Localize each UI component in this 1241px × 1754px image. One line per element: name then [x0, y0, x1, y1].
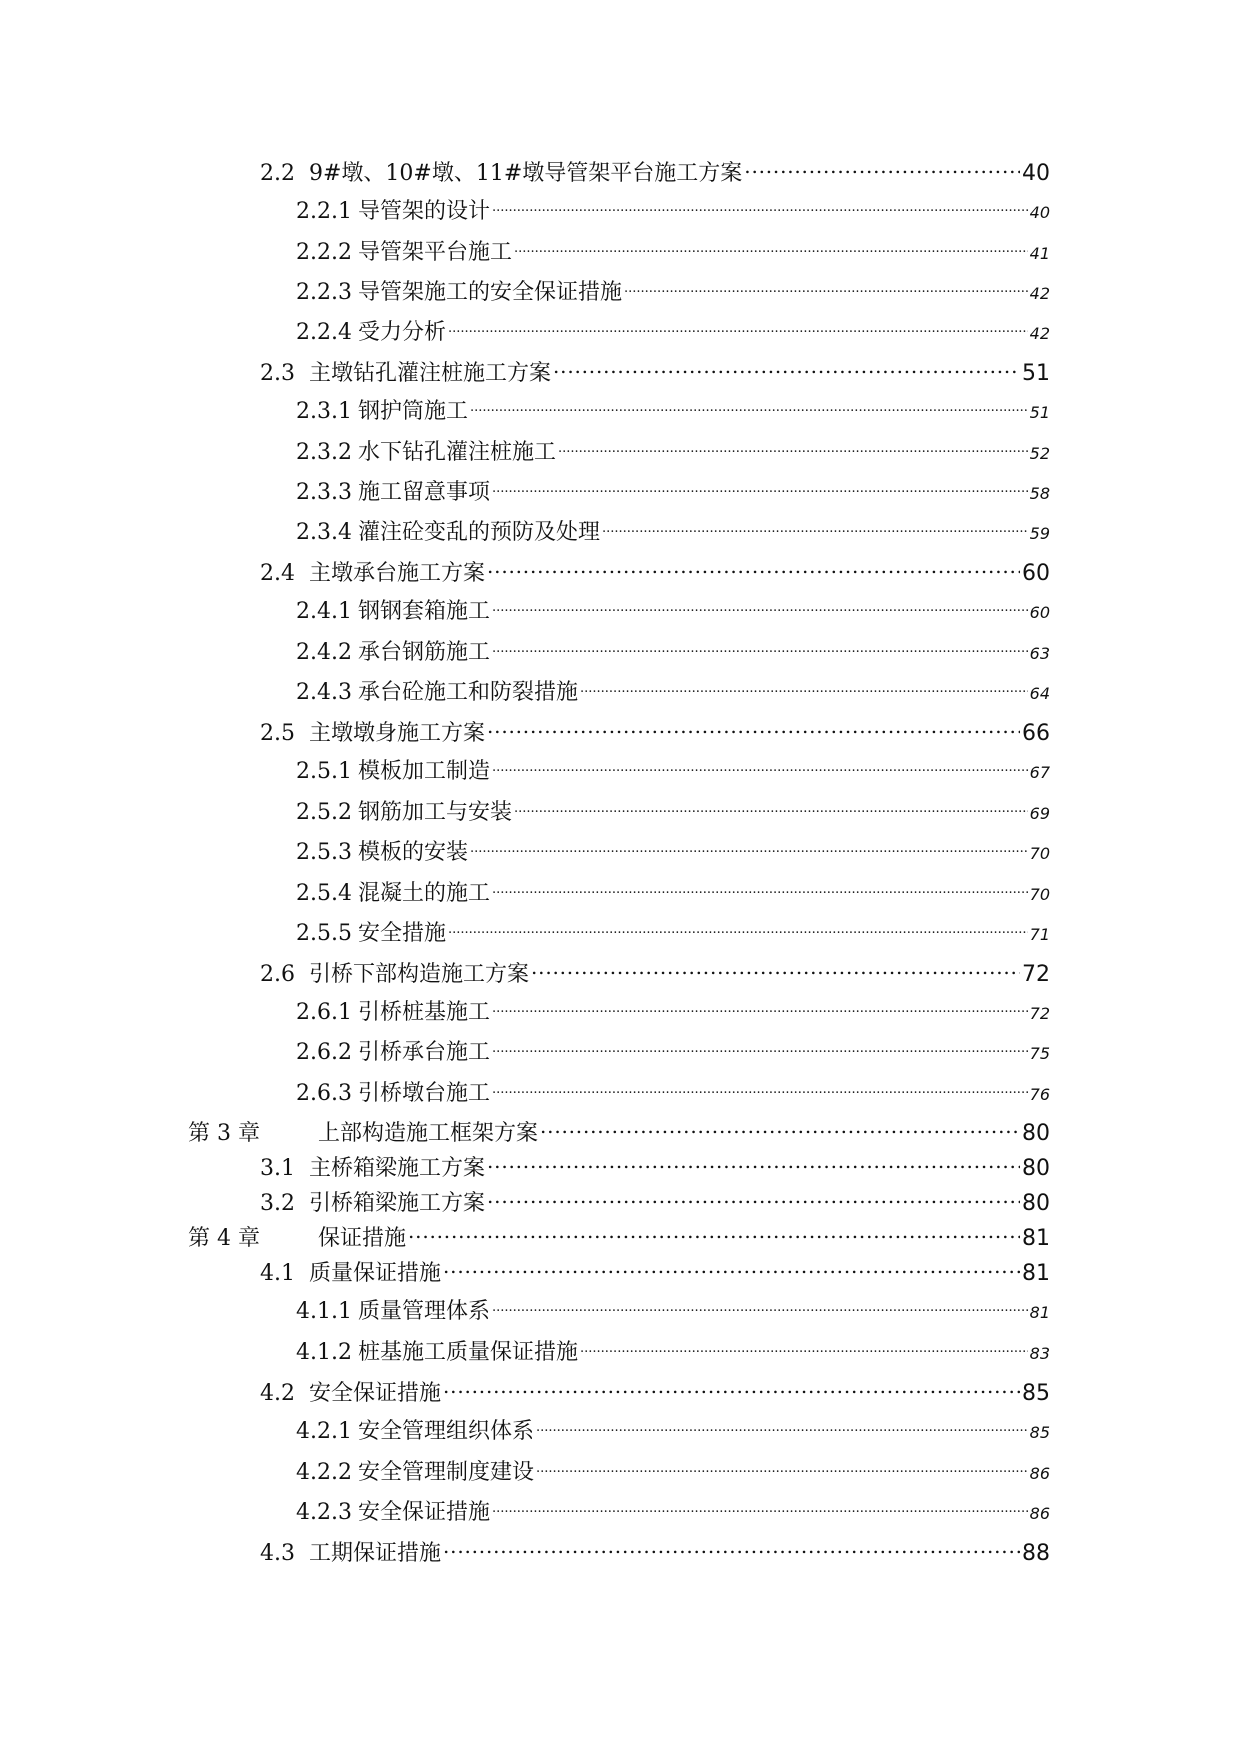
- dot-leader: [470, 394, 1028, 418]
- toc-page-number: 40: [1022, 161, 1050, 186]
- toc-title: 桩基施工质量保证措施: [357, 1340, 578, 1365]
- dot-leader: [531, 955, 1020, 981]
- toc-entry-2-5[interactable]: [260, 714, 1050, 744]
- dot-leader: [558, 435, 1028, 459]
- toc-number: 2.4.1: [296, 599, 352, 624]
- toc-entry-2-4[interactable]: [260, 554, 1050, 584]
- toc-entry-4-1-1[interactable]: [296, 1294, 1050, 1324]
- toc-number: 4.2.3: [296, 1500, 352, 1525]
- toc-page-number: 86: [1029, 1464, 1050, 1483]
- dot-leader: [744, 154, 1020, 180]
- toc-page-number: 86: [1029, 1504, 1050, 1523]
- toc-number: 2.4.3: [296, 680, 352, 705]
- dot-leader: [580, 675, 1028, 699]
- toc-entry-2-5-1[interactable]: [296, 754, 1050, 784]
- toc-page-number: 51: [1029, 403, 1050, 422]
- toc-page-number: 66: [1022, 721, 1050, 746]
- toc-entry-2-3-4[interactable]: [296, 515, 1050, 545]
- toc-page-number: 60: [1022, 561, 1050, 586]
- toc-title: 主墩钻孔灌注桩施工方案: [309, 361, 552, 386]
- toc-title: 主墩墩身施工方案: [309, 721, 486, 746]
- toc-number: 2.4: [260, 561, 295, 586]
- dot-leader: [514, 235, 1028, 259]
- toc-entry-4-3[interactable]: [260, 1534, 1050, 1564]
- toc-page-number: 85: [1022, 1381, 1050, 1406]
- dot-leader: [492, 635, 1028, 659]
- dot-leader: [536, 1414, 1028, 1438]
- toc-number: 2.2.4: [296, 320, 352, 345]
- toc-title: 引桥下部构造施工方案: [309, 962, 530, 987]
- toc-entry-4-2[interactable]: [260, 1374, 1050, 1404]
- toc-page-number: 60: [1029, 603, 1050, 622]
- toc-entry-chapter-3[interactable]: [188, 1114, 1050, 1144]
- toc-page-number: 67: [1029, 763, 1050, 782]
- dot-leader: [443, 1374, 1020, 1400]
- dot-leader: [487, 554, 1020, 580]
- toc-title: 引桥箱梁施工方案: [309, 1191, 486, 1216]
- toc-number: 2.5.4: [296, 881, 352, 906]
- toc-entry-2-6[interactable]: [260, 955, 1050, 985]
- toc-title: 引桥承台施工: [357, 1040, 490, 1065]
- toc-page-number: 72: [1029, 1004, 1050, 1023]
- toc-number: 2.2: [260, 161, 295, 186]
- toc-number: 2.5: [260, 721, 295, 746]
- dot-leader: [536, 1455, 1028, 1479]
- toc-number: 2.2.1: [296, 199, 352, 224]
- toc-entry-3-2[interactable]: [260, 1184, 1050, 1214]
- toc-page-number: 80: [1022, 1156, 1050, 1181]
- toc-title: 引桥墩台施工: [357, 1081, 490, 1106]
- toc-entry-2-3-1[interactable]: [296, 394, 1050, 424]
- dot-leader: [492, 754, 1028, 778]
- dot-leader: [492, 1035, 1028, 1059]
- toc-number: 2.6: [260, 962, 295, 987]
- toc-page-number: 80: [1022, 1191, 1050, 1216]
- toc-number: 2.3: [260, 361, 295, 386]
- toc-title: 钢筋加工与安装: [357, 800, 512, 825]
- dot-leader: [492, 475, 1028, 499]
- toc-entry-2-4-2[interactable]: [296, 635, 1050, 665]
- toc-page-number: 70: [1029, 885, 1050, 904]
- toc-entry-2-6-2[interactable]: [296, 1035, 1050, 1065]
- dot-leader: [492, 876, 1028, 900]
- toc-number: 4.1: [260, 1261, 295, 1286]
- dot-leader: [492, 1076, 1028, 1100]
- toc-title: 施工留意事项: [357, 480, 490, 505]
- toc-title: 水下钻孔灌注桩施工: [357, 440, 556, 465]
- toc-entry-2-5-3[interactable]: [296, 835, 1050, 865]
- dot-leader: [487, 714, 1020, 740]
- toc-entry-2-3[interactable]: [260, 354, 1050, 384]
- dot-leader: [470, 835, 1028, 859]
- toc-title: 质量管理体系: [357, 1299, 490, 1324]
- toc-page-number: 83: [1029, 1344, 1050, 1363]
- dot-leader: [602, 515, 1028, 539]
- toc-title: 安全管理组织体系: [357, 1419, 534, 1444]
- toc-page-number: 76: [1029, 1085, 1050, 1104]
- toc-number: 2.3.4: [296, 520, 352, 545]
- toc-title: 承台砼施工和防裂措施: [357, 680, 578, 705]
- toc-page-number: 59: [1029, 524, 1050, 543]
- dot-leader: [487, 1149, 1020, 1175]
- toc-entry-2-4-3[interactable]: [296, 675, 1050, 705]
- toc-number: 2.2.2: [296, 240, 352, 265]
- dot-leader: [487, 1184, 1020, 1210]
- toc-title: 承台钢筋施工: [357, 640, 490, 665]
- toc-page-number: 41: [1029, 244, 1050, 263]
- dot-leader: [448, 916, 1028, 940]
- toc-number: 2.5.2: [296, 800, 352, 825]
- toc-title: 安全保证措施: [357, 1500, 490, 1525]
- toc-number: 2.6.3: [296, 1081, 352, 1106]
- toc-number: 4.2.1: [296, 1419, 352, 1444]
- dot-leader: [408, 1219, 1020, 1245]
- toc-number: 2.3.2: [296, 440, 352, 465]
- toc-number: 2.4.2: [296, 640, 352, 665]
- toc-title: 模板的安装: [357, 840, 468, 865]
- dot-leader: [553, 354, 1020, 380]
- toc-entry-2-3-3[interactable]: [296, 475, 1050, 505]
- toc-title: 9#墩、10#墩、11#墩导管架平台施工方案: [309, 161, 743, 186]
- toc-page-number: 69: [1029, 804, 1050, 823]
- toc-number: 2.2.3: [296, 280, 352, 305]
- toc-entry-2-2[interactable]: [260, 154, 1050, 184]
- toc-page-number: 52: [1029, 444, 1050, 463]
- toc-title: 钢钢套箱施工: [357, 599, 490, 624]
- toc-chapter-number: 第 3 章: [188, 1121, 260, 1146]
- dot-leader: [448, 315, 1028, 339]
- toc-entry-2-6-1[interactable]: [296, 995, 1050, 1025]
- toc-entry-2-2-1[interactable]: [296, 194, 1050, 224]
- toc-title: 保证措施: [318, 1226, 407, 1251]
- toc-page-number: 58: [1029, 484, 1050, 503]
- toc-title: 钢护筒施工: [357, 399, 468, 424]
- toc-title: 灌注砼变乱的预防及处理: [357, 520, 600, 545]
- toc-title: 安全管理制度建设: [357, 1460, 534, 1485]
- dot-leader: [492, 1294, 1028, 1318]
- toc-page-number: 71: [1029, 925, 1050, 944]
- toc-title: 引桥桩基施工: [357, 1000, 490, 1025]
- toc-title: 受力分析: [357, 320, 446, 345]
- toc-chapter-number: 第 4 章: [188, 1226, 260, 1251]
- toc-title: 导管架的设计: [357, 199, 490, 224]
- toc-entry-4-2-1[interactable]: [296, 1414, 1050, 1444]
- toc-page-number: 85: [1029, 1423, 1050, 1442]
- toc-number: 2.5.3: [296, 840, 352, 865]
- toc-title: 模板加工制造: [357, 759, 490, 784]
- toc-number: 2.3.3: [296, 480, 352, 505]
- dot-leader: [443, 1534, 1020, 1560]
- toc-page-number: 81: [1022, 1261, 1050, 1286]
- toc-number: 2.6.1: [296, 1000, 352, 1025]
- toc-title: 安全措施: [357, 921, 446, 946]
- toc-number: 4.2: [260, 1381, 295, 1406]
- toc-page-number: 70: [1029, 844, 1050, 863]
- toc-page-number: 81: [1029, 1303, 1050, 1322]
- toc-number: 4.2.2: [296, 1460, 352, 1485]
- toc-entry-2-2-2[interactable]: [296, 235, 1050, 265]
- toc-entry-chapter-4[interactable]: [188, 1219, 1050, 1249]
- toc-title: 导管架施工的安全保证措施: [357, 280, 622, 305]
- toc-title: 主墩承台施工方案: [309, 561, 486, 586]
- toc-title: 混凝土的施工: [357, 881, 490, 906]
- toc-page-number: 51: [1022, 361, 1050, 386]
- toc-page-number: 64: [1029, 684, 1050, 703]
- toc-entry-2-5-4[interactable]: [296, 876, 1050, 906]
- toc-entry-2-5-2[interactable]: [296, 795, 1050, 825]
- toc-entry-2-4-1[interactable]: [296, 594, 1050, 624]
- toc-page-number: 81: [1022, 1226, 1050, 1251]
- toc-page-number: 63: [1029, 644, 1050, 663]
- dot-leader: [514, 795, 1028, 819]
- toc-page-number: 88: [1022, 1541, 1050, 1566]
- toc-entry-2-2-3[interactable]: [296, 275, 1050, 305]
- toc-entry-2-3-2[interactable]: [296, 435, 1050, 465]
- dot-leader: [492, 194, 1028, 218]
- dot-leader: [492, 594, 1028, 618]
- toc-entry-2-2-4[interactable]: [296, 315, 1050, 345]
- toc-title: 主桥箱梁施工方案: [309, 1156, 486, 1181]
- toc-page-number: 75: [1029, 1044, 1050, 1063]
- toc-number: 2.5.5: [296, 921, 352, 946]
- toc-entry-2-6-3[interactable]: [296, 1076, 1050, 1106]
- toc-page-number: 80: [1022, 1121, 1050, 1146]
- toc-page-number: 72: [1022, 962, 1050, 987]
- toc-title: 质量保证措施: [309, 1261, 442, 1286]
- toc-page-number: 42: [1029, 324, 1050, 343]
- toc-entry-3-1[interactable]: [260, 1149, 1050, 1179]
- toc-entry-4-2-3[interactable]: [296, 1495, 1050, 1525]
- toc-title: 安全保证措施: [309, 1381, 442, 1406]
- dot-leader: [624, 275, 1028, 299]
- toc-entry-2-5-5[interactable]: [296, 916, 1050, 946]
- dot-leader: [540, 1114, 1020, 1140]
- toc-number: 3.1: [260, 1156, 295, 1181]
- toc-number: 4.1.1: [296, 1299, 352, 1324]
- toc-title: 上部构造施工框架方案: [318, 1121, 539, 1146]
- toc-number: 4.3: [260, 1541, 295, 1566]
- toc-title: 导管架平台施工: [357, 240, 512, 265]
- toc-page-number: 42: [1029, 284, 1050, 303]
- toc-page-number: 40: [1029, 203, 1050, 222]
- dot-leader: [492, 1495, 1028, 1519]
- toc-number: 2.5.1: [296, 759, 352, 784]
- toc-number: 3.2: [260, 1191, 295, 1216]
- toc-number: 2.3.1: [296, 399, 352, 424]
- toc-number: 2.6.2: [296, 1040, 352, 1065]
- toc-entry-4-1[interactable]: [260, 1254, 1050, 1284]
- dot-leader: [580, 1335, 1028, 1359]
- dot-leader: [443, 1254, 1020, 1280]
- dot-leader: [492, 995, 1028, 1019]
- toc-entry-4-1-2[interactable]: [296, 1335, 1050, 1365]
- toc-entry-4-2-2[interactable]: [296, 1455, 1050, 1485]
- toc-number: 4.1.2: [296, 1340, 352, 1365]
- toc-title: 工期保证措施: [309, 1541, 442, 1566]
